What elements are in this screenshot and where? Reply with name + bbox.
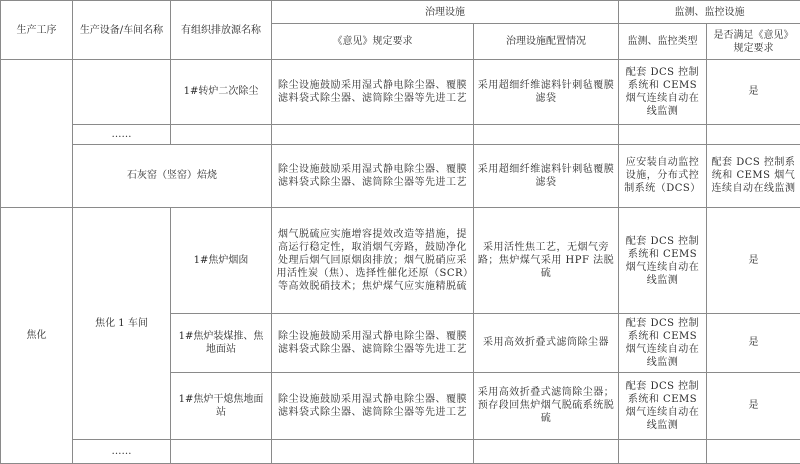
header-emission-source: 有组织排放源名称 <box>171 1 272 60</box>
empty-cell <box>474 439 619 463</box>
opinion-requirement: 除尘设施鼓励采用湿式静电除尘器、覆膜滤料袋式除尘器、滤筒除尘器等先进工艺 <box>272 60 474 124</box>
empty-cell <box>474 124 619 144</box>
empty-cell <box>272 124 474 144</box>
header-process: 生产工序 <box>1 1 73 60</box>
equipment-name: 焦化 1 车间 <box>73 207 171 439</box>
empty-cell <box>272 439 474 463</box>
opinion-requirement: 除尘设施鼓励采用湿式静电除尘器、覆膜滤料袋式除尘器、滤筒除尘器等先进工艺 <box>272 314 474 372</box>
empty-cell <box>619 439 707 463</box>
empty-cell <box>171 124 272 144</box>
process-name: 焦化 <box>1 207 73 463</box>
monitor-type: 配套 DCS 控制系统和 CEMS 烟气连续自动在线监测 <box>619 60 707 124</box>
process-cell-empty <box>1 60 73 208</box>
header-opinion-requirement: 《意见》规定要求 <box>272 24 474 60</box>
facility-config: 采用活性焦工艺，无烟气旁路；焦炉煤气采用 HPF 法脱硫 <box>474 207 619 313</box>
facility-config: 采用超细纤维滤料针刺毡覆膜滤袋 <box>474 144 619 207</box>
header-equipment: 生产设备/车间名称 <box>73 1 171 60</box>
facility-config: 采用高效折叠式滤筒除尘器 <box>474 314 619 372</box>
emission-source: 石灰窑（竖窑）焙烧 <box>73 144 272 207</box>
ellipsis-cell: …… <box>73 439 171 463</box>
meets-requirement: 配套 DCS 控制系统和 CEMS 烟气连续自动在线监测 <box>707 144 800 207</box>
emission-source: 1#转炉二次除尘 <box>171 60 272 124</box>
ellipsis-cell: …… <box>73 124 171 144</box>
header-treatment: 治理设施 <box>272 1 619 24</box>
header-monitoring: 监测、监控设施 <box>619 1 800 24</box>
monitor-type: 应安装自动监控设施，分布式控制系统（DCS） <box>619 144 707 207</box>
emission-source: 1#焦炉装煤推、焦地面站 <box>171 314 272 372</box>
meets-requirement: 是 <box>707 207 800 313</box>
facility-config: 采用超细纤维滤料针刺毡覆膜滤袋 <box>474 60 619 124</box>
opinion-requirement: 烟气脱硫应实施增容提效改造等措施，提高运行稳定性，取消烟气旁路，鼓励净化处理后烟气回原烟囱排放；烟气脱硝应采用活性炭（焦）、选择性催化还原（SCR）等高效脱硝技术；焦炉煤气应实施精脱硫 <box>272 207 474 313</box>
opinion-requirement: 除尘设施鼓励采用湿式静电除尘器、覆膜滤料袋式除尘器、滤筒除尘器等先进工艺 <box>272 144 474 207</box>
equipment-cell-empty <box>73 60 171 124</box>
empty-cell <box>619 124 707 144</box>
meets-requirement: 是 <box>707 314 800 372</box>
monitor-type: 配套 DCS 控制系统和 CEMS 烟气连续自动在线监测 <box>619 314 707 372</box>
monitor-type: 配套 DCS 控制系统和 CEMS 烟气连续自动在线监测 <box>619 207 707 313</box>
empty-cell <box>707 124 800 144</box>
emission-source: 1#焦炉干熄焦地面站 <box>171 372 272 439</box>
header-monitor-type: 监测、监控类型 <box>619 24 707 60</box>
header-facility-config: 治理设施配置情况 <box>474 24 619 60</box>
opinion-requirement: 除尘设施鼓励采用湿式静电除尘器、覆膜滤料袋式除尘器、滤筒除尘器等先进工艺 <box>272 372 474 439</box>
meets-requirement: 是 <box>707 60 800 124</box>
emission-source: 1#焦炉烟囱 <box>171 207 272 313</box>
meets-requirement: 是 <box>707 372 800 439</box>
header-meets-requirement: 是否满足《意见》规定要求 <box>707 24 800 60</box>
empty-cell <box>707 439 800 463</box>
facility-config: 采用高效折叠式滤筒除尘器；预存段回焦炉烟气脱硫系统脱硫 <box>474 372 619 439</box>
empty-cell <box>171 439 272 463</box>
monitor-type: 配套 DCS 控制系统和 CEMS 烟气连续自动在线监测 <box>619 372 707 439</box>
